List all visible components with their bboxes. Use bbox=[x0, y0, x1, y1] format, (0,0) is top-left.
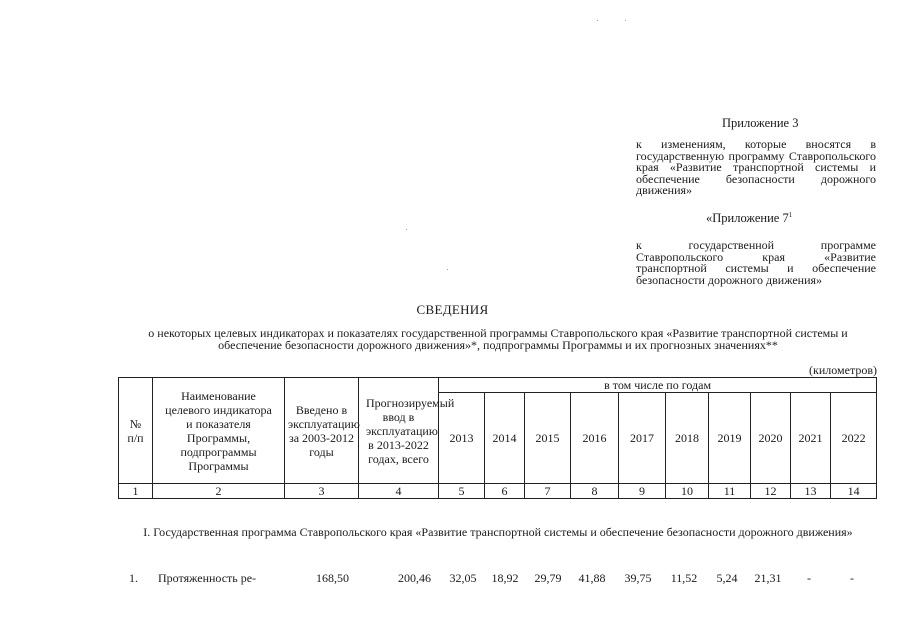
annex-subtitle: к изменениям, которые вносятся в государственную программу Ставропольского края «Развитие транспортной системы и обеспечение безопасности дорожного движения» bbox=[636, 137, 876, 197]
header-year-2019: 2019 bbox=[709, 393, 751, 484]
row-year-value: 41,88 bbox=[578, 571, 606, 585]
annex-title: Приложение 3 bbox=[722, 116, 799, 130]
header-year-2018: 2018 bbox=[666, 393, 709, 484]
header-forecast-text: Прогнозируемый ввод в эксплуатацию в 2013-2022 годах, всего bbox=[366, 395, 455, 466]
row-year-value: 32,05 bbox=[449, 571, 477, 585]
header-year-2021: 2021 bbox=[791, 393, 831, 484]
column-index-14: 14 bbox=[831, 484, 877, 499]
header-year-2015: 2015 bbox=[525, 393, 571, 484]
header-introduced-text: Введено в эксплуатацию за 2003-2012 годы bbox=[288, 402, 360, 459]
header-name bbox=[153, 378, 285, 484]
annex7-title bbox=[706, 211, 792, 226]
annex7-title-text: «Приложение 7 bbox=[706, 211, 789, 225]
annex7-title-sup: 1 bbox=[788, 210, 793, 219]
column-index-row bbox=[119, 484, 877, 499]
header-year-2017: 2017 bbox=[619, 393, 666, 484]
column-index-7: 7 bbox=[525, 484, 571, 499]
units-label: (километров) bbox=[809, 363, 877, 377]
row-year-value: - bbox=[850, 571, 854, 585]
header-introduced bbox=[285, 378, 359, 484]
row-introduced: 168,50 bbox=[316, 571, 349, 585]
annex7-subtitle: к государственной программе Ставропольского края «Развитие транспортной системы и обеспечение безопасности дорожного движения» bbox=[636, 238, 876, 287]
column-index-3: 3 bbox=[285, 484, 359, 499]
column-index-13: 13 bbox=[791, 484, 831, 499]
header-year-2013: 2013 bbox=[439, 393, 485, 484]
column-index-5: 5 bbox=[439, 484, 485, 499]
scan-speck bbox=[625, 20, 626, 21]
data-row bbox=[0, 571, 905, 585]
row-year-value: 39,75 bbox=[624, 571, 652, 585]
document-intro: о некоторых целевых индикаторах и показателях государственной программы Ставропольского края «Развитие транспортной системы и обеспечение безопасности дорожного движения»*, подпрограммы Программы и их прогнозных значениях** bbox=[148, 326, 848, 352]
header-name-text: Наименование целевого индикатора и показателя Программы, подпрограммы Программы bbox=[165, 388, 272, 473]
row-year-value: 11,52 bbox=[670, 571, 698, 585]
header-year-2016: 2016 bbox=[571, 393, 619, 484]
column-index-10: 10 bbox=[666, 484, 709, 499]
row-year-value: 18,92 bbox=[491, 571, 519, 585]
header-row-top bbox=[119, 378, 877, 393]
header-year-2022: 2022 bbox=[831, 393, 877, 484]
header-year-2014: 2014 bbox=[485, 393, 525, 484]
column-index-6: 6 bbox=[485, 484, 525, 499]
header-year-2020: 2020 bbox=[751, 393, 791, 484]
row-year-value: 21,31 bbox=[754, 571, 782, 585]
column-index-8: 8 bbox=[571, 484, 619, 499]
row-name: Протяженность ре- bbox=[158, 571, 257, 585]
row-num: 1. bbox=[129, 571, 138, 585]
document-heading: СВЕДЕНИЯ bbox=[416, 302, 489, 317]
header-num bbox=[119, 378, 153, 484]
header-years-group: в том числе по годам bbox=[439, 378, 877, 393]
column-index-2: 2 bbox=[153, 484, 285, 499]
header-forecast bbox=[359, 378, 455, 484]
row-year-value: 29,79 bbox=[534, 571, 562, 585]
indicators-table bbox=[118, 377, 877, 499]
row-year-value: 5,24 bbox=[716, 571, 738, 585]
row-year-value: - bbox=[807, 571, 811, 585]
header-num-text: № п/п bbox=[127, 416, 144, 445]
scan-speck bbox=[597, 20, 598, 21]
column-index-1: 1 bbox=[119, 484, 153, 499]
column-index-12: 12 bbox=[751, 484, 791, 499]
scan-speck bbox=[447, 269, 448, 270]
column-index-4: 4 bbox=[359, 484, 439, 499]
column-index-9: 9 bbox=[619, 484, 666, 499]
scan-speck bbox=[406, 229, 407, 230]
section-title: I. Государственная программа Ставропольского края «Развитие транспортной системы и обеспечение безопасности дорожного движения» bbox=[143, 525, 853, 539]
row-forecast: 200,46 bbox=[398, 571, 431, 585]
column-index-11: 11 bbox=[709, 484, 751, 499]
